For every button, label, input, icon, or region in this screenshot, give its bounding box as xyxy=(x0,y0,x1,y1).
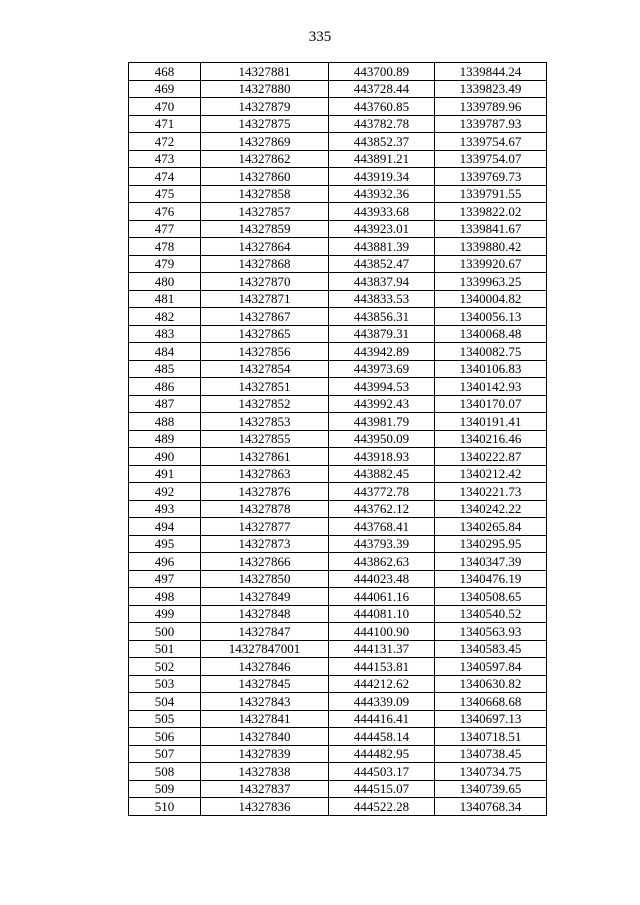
point-id-cell: 14327862 xyxy=(201,150,329,168)
x-coordinate-cell: 444503.17 xyxy=(329,763,435,781)
table-row xyxy=(129,535,547,553)
x-coordinate-cell: 444416.41 xyxy=(329,710,435,728)
table-row xyxy=(129,640,547,658)
x-coordinate-cell: 443837.94 xyxy=(329,273,435,291)
row-number-cell: 492 xyxy=(129,483,201,501)
row-number-cell: 471 xyxy=(129,115,201,133)
x-coordinate-cell: 443772.78 xyxy=(329,483,435,501)
x-coordinate-cell: 443762.12 xyxy=(329,500,435,518)
y-coordinate-cell: 1340216.46 xyxy=(435,430,547,448)
table-row xyxy=(129,220,547,238)
row-number-cell: 500 xyxy=(129,623,201,641)
row-number-cell: 501 xyxy=(129,640,201,658)
y-coordinate-cell: 1340265.84 xyxy=(435,518,547,536)
x-coordinate-cell: 443833.53 xyxy=(329,290,435,308)
row-number-cell: 506 xyxy=(129,728,201,746)
x-coordinate-cell: 443862.63 xyxy=(329,553,435,571)
table-row xyxy=(129,273,547,291)
point-id-cell: 14327869 xyxy=(201,133,329,151)
y-coordinate-cell: 1339822.02 xyxy=(435,203,547,221)
table-row xyxy=(129,80,547,98)
point-id-cell: 14327843 xyxy=(201,693,329,711)
point-id-cell: 14327876 xyxy=(201,483,329,501)
point-id-cell: 14327863 xyxy=(201,465,329,483)
y-coordinate-cell: 1340630.82 xyxy=(435,675,547,693)
x-coordinate-cell: 443879.31 xyxy=(329,325,435,343)
row-number-cell: 503 xyxy=(129,675,201,693)
y-coordinate-cell: 1340734.75 xyxy=(435,763,547,781)
y-coordinate-cell: 1339841.67 xyxy=(435,220,547,238)
y-coordinate-cell: 1340508.65 xyxy=(435,588,547,606)
table-row xyxy=(129,430,547,448)
x-coordinate-cell: 443793.39 xyxy=(329,535,435,553)
x-coordinate-cell: 443760.85 xyxy=(329,98,435,116)
x-coordinate-cell: 443973.69 xyxy=(329,360,435,378)
x-coordinate-cell: 444339.09 xyxy=(329,693,435,711)
x-coordinate-cell: 443891.21 xyxy=(329,150,435,168)
y-coordinate-cell: 1340697.13 xyxy=(435,710,547,728)
point-id-cell: 14327856 xyxy=(201,343,329,361)
y-coordinate-cell: 1340668.68 xyxy=(435,693,547,711)
point-id-cell: 14327836 xyxy=(201,798,329,816)
row-number-cell: 487 xyxy=(129,395,201,413)
x-coordinate-cell: 443923.01 xyxy=(329,220,435,238)
y-coordinate-cell: 1340082.75 xyxy=(435,343,547,361)
point-id-cell: 14327875 xyxy=(201,115,329,133)
point-id-cell: 14327858 xyxy=(201,185,329,203)
table-row xyxy=(129,553,547,571)
point-id-cell: 14327880 xyxy=(201,80,329,98)
table-row xyxy=(129,168,547,186)
x-coordinate-cell: 444458.14 xyxy=(329,728,435,746)
row-number-cell: 475 xyxy=(129,185,201,203)
table-row xyxy=(129,763,547,781)
x-coordinate-cell: 443782.78 xyxy=(329,115,435,133)
point-id-cell: 14327857 xyxy=(201,203,329,221)
row-number-cell: 504 xyxy=(129,693,201,711)
point-id-cell: 14327865 xyxy=(201,325,329,343)
y-coordinate-cell: 1340718.51 xyxy=(435,728,547,746)
x-coordinate-cell: 443882.45 xyxy=(329,465,435,483)
point-id-cell: 14327881 xyxy=(201,63,329,81)
row-number-cell: 472 xyxy=(129,133,201,151)
table-row xyxy=(129,343,547,361)
table-row xyxy=(129,413,547,431)
point-id-cell: 14327850 xyxy=(201,570,329,588)
y-coordinate-cell: 1340221.73 xyxy=(435,483,547,501)
row-number-cell: 470 xyxy=(129,98,201,116)
point-id-cell: 14327840 xyxy=(201,728,329,746)
point-id-cell: 14327873 xyxy=(201,535,329,553)
table-row xyxy=(129,483,547,501)
y-coordinate-cell: 1340476.19 xyxy=(435,570,547,588)
y-coordinate-cell: 1340004.82 xyxy=(435,290,547,308)
point-id-cell: 14327861 xyxy=(201,448,329,466)
x-coordinate-cell: 443950.09 xyxy=(329,430,435,448)
y-coordinate-cell: 1340056.13 xyxy=(435,308,547,326)
table-row xyxy=(129,518,547,536)
y-coordinate-cell: 1340540.52 xyxy=(435,605,547,623)
y-coordinate-cell: 1340106.83 xyxy=(435,360,547,378)
y-coordinate-cell: 1340597.84 xyxy=(435,658,547,676)
row-number-cell: 486 xyxy=(129,378,201,396)
row-number-cell: 476 xyxy=(129,203,201,221)
page-number: 335 xyxy=(308,29,332,45)
point-id-cell: 14327855 xyxy=(201,430,329,448)
table-row xyxy=(129,325,547,343)
x-coordinate-cell: 443700.89 xyxy=(329,63,435,81)
row-number-cell: 507 xyxy=(129,745,201,763)
point-id-cell: 14327845 xyxy=(201,675,329,693)
table-row xyxy=(129,255,547,273)
row-number-cell: 495 xyxy=(129,535,201,553)
y-coordinate-cell: 1339920.67 xyxy=(435,255,547,273)
row-number-cell: 480 xyxy=(129,273,201,291)
y-coordinate-cell: 1339963.25 xyxy=(435,273,547,291)
table-row xyxy=(129,395,547,413)
table-row xyxy=(129,98,547,116)
table-row xyxy=(129,308,547,326)
table-row xyxy=(129,448,547,466)
table-row xyxy=(129,360,547,378)
row-number-cell: 484 xyxy=(129,343,201,361)
x-coordinate-cell: 443852.47 xyxy=(329,255,435,273)
row-number-cell: 482 xyxy=(129,308,201,326)
row-number-cell: 473 xyxy=(129,150,201,168)
x-coordinate-cell: 444100.90 xyxy=(329,623,435,641)
row-number-cell: 478 xyxy=(129,238,201,256)
x-coordinate-cell: 444482.95 xyxy=(329,745,435,763)
table-row xyxy=(129,185,547,203)
x-coordinate-cell: 444131.37 xyxy=(329,640,435,658)
point-id-cell: 14327870 xyxy=(201,273,329,291)
y-coordinate-cell: 1340295.95 xyxy=(435,535,547,553)
row-number-cell: 497 xyxy=(129,570,201,588)
point-id-cell: 14327848 xyxy=(201,605,329,623)
y-coordinate-cell: 1340563.93 xyxy=(435,623,547,641)
table-row xyxy=(129,605,547,623)
y-coordinate-cell: 1340768.34 xyxy=(435,798,547,816)
y-coordinate-cell: 1339791.55 xyxy=(435,185,547,203)
row-number-cell: 509 xyxy=(129,780,201,798)
x-coordinate-cell: 443932.36 xyxy=(329,185,435,203)
point-id-cell: 14327871 xyxy=(201,290,329,308)
point-id-cell: 14327841 xyxy=(201,710,329,728)
point-id-cell: 14327854 xyxy=(201,360,329,378)
table-row xyxy=(129,745,547,763)
point-id-cell: 14327851 xyxy=(201,378,329,396)
point-id-cell: 14327853 xyxy=(201,413,329,431)
row-number-cell: 481 xyxy=(129,290,201,308)
row-number-cell: 474 xyxy=(129,168,201,186)
row-number-cell: 468 xyxy=(129,63,201,81)
point-id-cell: 14327847001 xyxy=(201,640,329,658)
x-coordinate-cell: 443918.93 xyxy=(329,448,435,466)
x-coordinate-cell: 443768.41 xyxy=(329,518,435,536)
row-number-cell: 469 xyxy=(129,80,201,98)
y-coordinate-cell: 1339754.07 xyxy=(435,150,547,168)
row-number-cell: 485 xyxy=(129,360,201,378)
table-row xyxy=(129,238,547,256)
row-number-cell: 489 xyxy=(129,430,201,448)
y-coordinate-cell: 1339844.24 xyxy=(435,63,547,81)
row-number-cell: 490 xyxy=(129,448,201,466)
row-number-cell: 477 xyxy=(129,220,201,238)
point-id-cell: 14327849 xyxy=(201,588,329,606)
table-row xyxy=(129,658,547,676)
table-row xyxy=(129,63,547,81)
table-row xyxy=(129,780,547,798)
x-coordinate-cell: 444522.28 xyxy=(329,798,435,816)
row-number-cell: 483 xyxy=(129,325,201,343)
x-coordinate-cell: 443728.44 xyxy=(329,80,435,98)
row-number-cell: 494 xyxy=(129,518,201,536)
table-row xyxy=(129,570,547,588)
point-id-cell: 14327846 xyxy=(201,658,329,676)
point-id-cell: 14327852 xyxy=(201,395,329,413)
table-row xyxy=(129,290,547,308)
table-row xyxy=(129,675,547,693)
row-number-cell: 505 xyxy=(129,710,201,728)
y-coordinate-cell: 1339769.73 xyxy=(435,168,547,186)
y-coordinate-cell: 1340347.39 xyxy=(435,553,547,571)
point-id-cell: 14327838 xyxy=(201,763,329,781)
table-row xyxy=(129,133,547,151)
row-number-cell: 493 xyxy=(129,500,201,518)
y-coordinate-cell: 1339880.42 xyxy=(435,238,547,256)
table-row xyxy=(129,710,547,728)
point-id-cell: 14327867 xyxy=(201,308,329,326)
row-number-cell: 496 xyxy=(129,553,201,571)
x-coordinate-cell: 444515.07 xyxy=(329,780,435,798)
coordinates-table xyxy=(128,62,547,816)
x-coordinate-cell: 444212.62 xyxy=(329,675,435,693)
x-coordinate-cell: 443919.34 xyxy=(329,168,435,186)
y-coordinate-cell: 1340739.65 xyxy=(435,780,547,798)
x-coordinate-cell: 443981.79 xyxy=(329,413,435,431)
table-row xyxy=(129,693,547,711)
y-coordinate-cell: 1340068.48 xyxy=(435,325,547,343)
y-coordinate-cell: 1339754.67 xyxy=(435,133,547,151)
point-id-cell: 14327868 xyxy=(201,255,329,273)
table-row xyxy=(129,203,547,221)
y-coordinate-cell: 1340212.42 xyxy=(435,465,547,483)
point-id-cell: 14327879 xyxy=(201,98,329,116)
point-id-cell: 14327859 xyxy=(201,220,329,238)
table-row xyxy=(129,623,547,641)
x-coordinate-cell: 443942.89 xyxy=(329,343,435,361)
table-row xyxy=(129,798,547,816)
y-coordinate-cell: 1340242.22 xyxy=(435,500,547,518)
point-id-cell: 14327860 xyxy=(201,168,329,186)
y-coordinate-cell: 1340170.07 xyxy=(435,395,547,413)
x-coordinate-cell: 444023.48 xyxy=(329,570,435,588)
point-id-cell: 14327847 xyxy=(201,623,329,641)
x-coordinate-cell: 443852.37 xyxy=(329,133,435,151)
x-coordinate-cell: 443881.39 xyxy=(329,238,435,256)
y-coordinate-cell: 1340222.87 xyxy=(435,448,547,466)
row-number-cell: 488 xyxy=(129,413,201,431)
point-id-cell: 14327864 xyxy=(201,238,329,256)
y-coordinate-cell: 1340142.93 xyxy=(435,378,547,396)
x-coordinate-cell: 444153.81 xyxy=(329,658,435,676)
row-number-cell: 508 xyxy=(129,763,201,781)
row-number-cell: 479 xyxy=(129,255,201,273)
table-row xyxy=(129,150,547,168)
table-row xyxy=(129,378,547,396)
y-coordinate-cell: 1339823.49 xyxy=(435,80,547,98)
table-row xyxy=(129,588,547,606)
point-id-cell: 14327839 xyxy=(201,745,329,763)
y-coordinate-cell: 1340583.45 xyxy=(435,640,547,658)
y-coordinate-cell: 1339789.96 xyxy=(435,98,547,116)
y-coordinate-cell: 1340191.41 xyxy=(435,413,547,431)
table-body xyxy=(129,63,547,816)
row-number-cell: 498 xyxy=(129,588,201,606)
point-id-cell: 14327837 xyxy=(201,780,329,798)
x-coordinate-cell: 444061.16 xyxy=(329,588,435,606)
row-number-cell: 499 xyxy=(129,605,201,623)
point-id-cell: 14327866 xyxy=(201,553,329,571)
table-row xyxy=(129,728,547,746)
x-coordinate-cell: 443933.68 xyxy=(329,203,435,221)
row-number-cell: 510 xyxy=(129,798,201,816)
y-coordinate-cell: 1340738.45 xyxy=(435,745,547,763)
y-coordinate-cell: 1339787.93 xyxy=(435,115,547,133)
table-row xyxy=(129,465,547,483)
x-coordinate-cell: 443992.43 xyxy=(329,395,435,413)
x-coordinate-cell: 443994.53 xyxy=(329,378,435,396)
table-row xyxy=(129,500,547,518)
table-row xyxy=(129,115,547,133)
row-number-cell: 502 xyxy=(129,658,201,676)
x-coordinate-cell: 443856.31 xyxy=(329,308,435,326)
row-number-cell: 491 xyxy=(129,465,201,483)
x-coordinate-cell: 444081.10 xyxy=(329,605,435,623)
point-id-cell: 14327877 xyxy=(201,518,329,536)
point-id-cell: 14327878 xyxy=(201,500,329,518)
